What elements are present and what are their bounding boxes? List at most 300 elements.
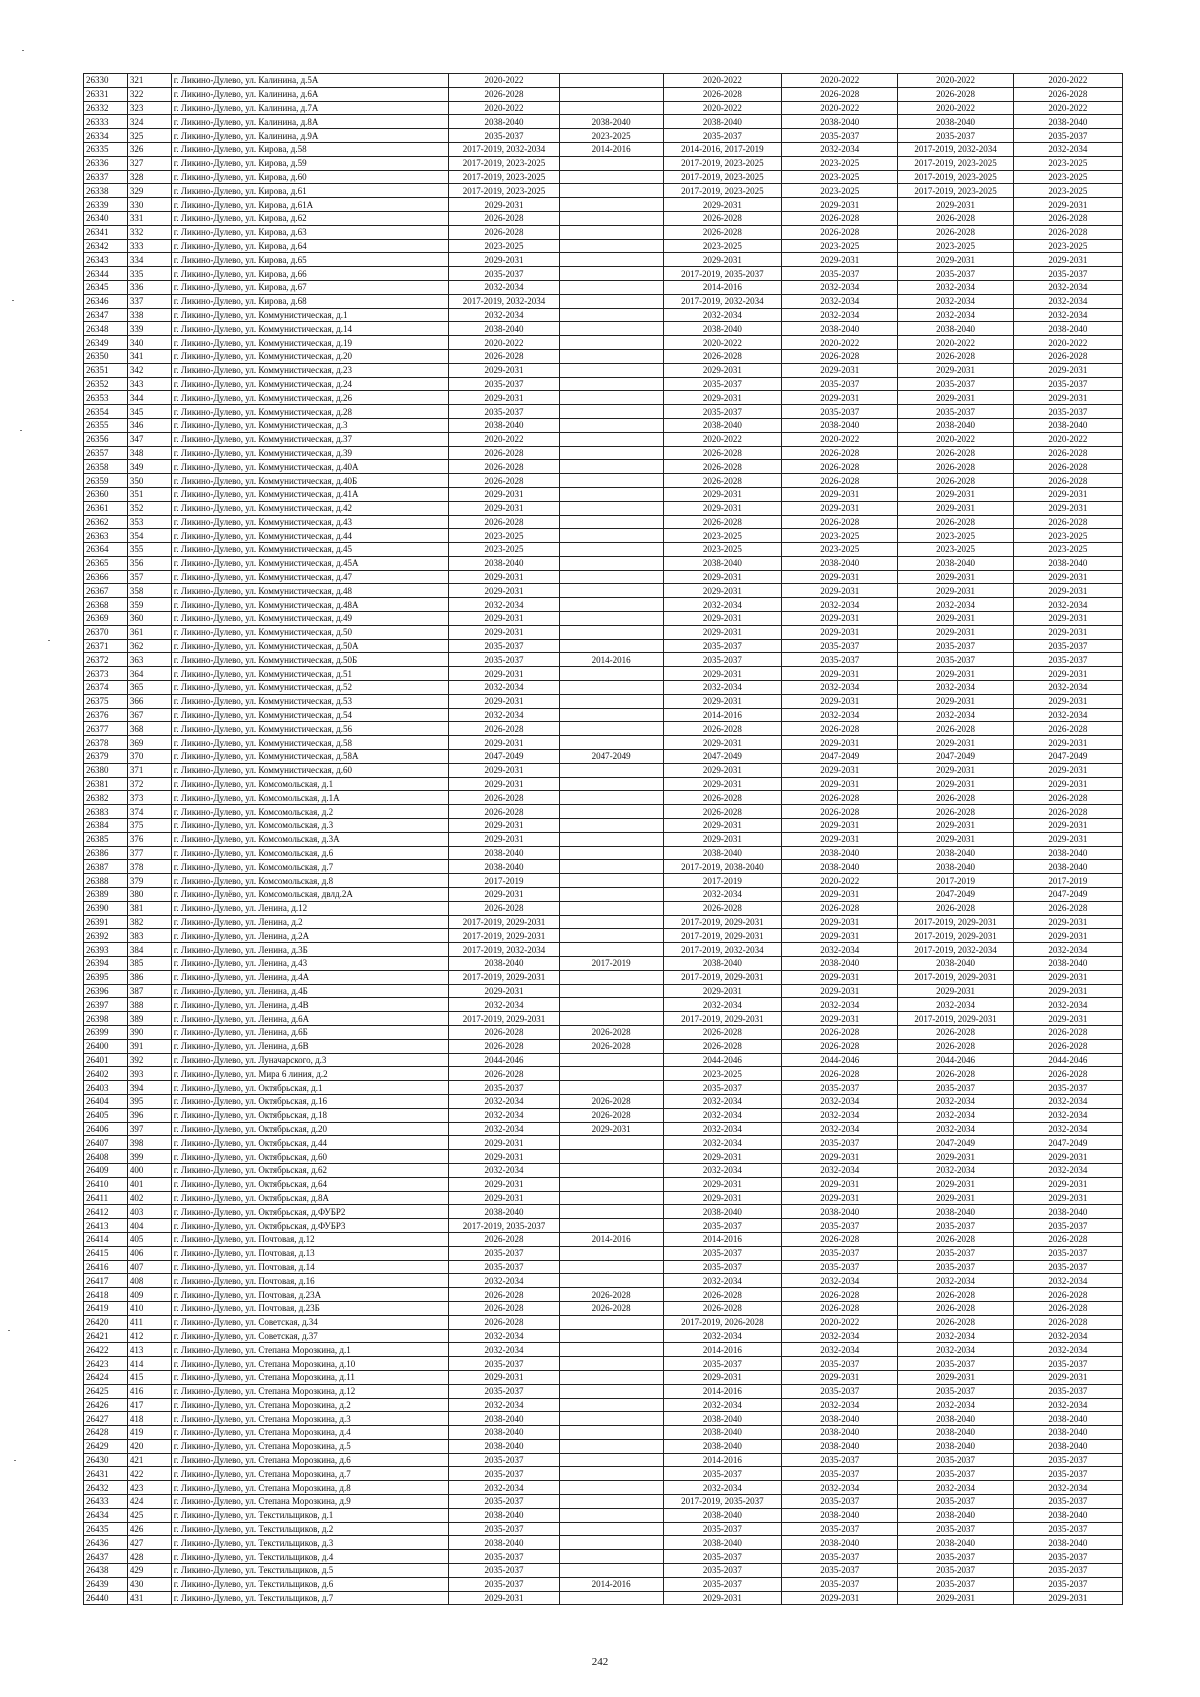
period-cell: 2029-2031 (1013, 915, 1122, 929)
period-cell: 2035-2037 (663, 1467, 781, 1481)
registry-number-cell: 26360 (84, 487, 128, 501)
row-number-cell: 369 (127, 736, 171, 750)
registry-number-cell: 26363 (84, 529, 128, 543)
period-cell: 2038-2040 (1013, 1508, 1122, 1522)
period-cell: 2014-2016 (559, 1232, 663, 1246)
period-cell (559, 1481, 663, 1495)
registry-number-cell: 26367 (84, 584, 128, 598)
period-cell: 2029-2031 (449, 1191, 559, 1205)
registry-number-cell: 26380 (84, 763, 128, 777)
period-cell: 2038-2040 (449, 1426, 559, 1440)
registry-number-cell: 26396 (84, 984, 128, 998)
period-cell: 2038-2040 (449, 1412, 559, 1426)
period-cell: 2029-2031 (1013, 363, 1122, 377)
period-cell: 2029-2031 (782, 1177, 898, 1191)
period-cell: 2029-2031 (663, 625, 781, 639)
period-cell: 2029-2031 (663, 391, 781, 405)
registry-number-cell: 26375 (84, 694, 128, 708)
period-cell: 2035-2037 (898, 1219, 1013, 1233)
period-cell: 2023-2025 (1013, 543, 1122, 557)
table-row (84, 874, 1123, 888)
address-cell: г. Ликино-Дулево, ул. Октябрьская, д.64 (171, 1177, 449, 1191)
period-cell: 2047-2049 (559, 750, 663, 764)
period-cell: 2032-2034 (663, 1274, 781, 1288)
table-row (84, 1384, 1123, 1398)
period-cell: 2020-2022 (898, 101, 1013, 115)
address-cell: г. Ликино-Дулево, ул. Текстильщиков, д.6 (171, 1577, 449, 1591)
address-cell: г. Ликино-Дулево, ул. Коммунистическая, д.50 (171, 625, 449, 639)
period-cell: 2026-2028 (663, 349, 781, 363)
table-row (84, 1177, 1123, 1191)
table-row (84, 1081, 1123, 1095)
period-cell: 2032-2034 (898, 280, 1013, 294)
period-cell: 2026-2028 (1013, 446, 1122, 460)
period-cell: 2026-2028 (449, 1315, 559, 1329)
registry-number-cell: 26366 (84, 570, 128, 584)
registry-number-cell: 26414 (84, 1232, 128, 1246)
period-cell: 2023-2025 (449, 543, 559, 557)
period-cell: 2020-2022 (1013, 101, 1122, 115)
table-row (84, 1467, 1123, 1481)
period-cell (559, 460, 663, 474)
period-cell: 2032-2034 (1013, 294, 1122, 308)
registry-number-cell: 26370 (84, 625, 128, 639)
period-cell: 2029-2031 (449, 1150, 559, 1164)
period-cell: 2026-2028 (449, 87, 559, 101)
registry-number-cell: 26390 (84, 901, 128, 915)
address-cell: г. Ликино-Дулево, ул. Октябрьская, д.1 (171, 1081, 449, 1095)
address-cell: г. Ликино-Дулево, ул. Кирова, д.62 (171, 211, 449, 225)
period-cell: 2035-2037 (898, 1260, 1013, 1274)
address-cell: г. Ликино-Дулево, ул. Октябрьская, д.16 (171, 1094, 449, 1108)
period-cell: 2029-2031 (449, 667, 559, 681)
table-row (84, 1150, 1123, 1164)
row-number-cell: 410 (127, 1301, 171, 1315)
registry-number-cell: 26400 (84, 1039, 128, 1053)
period-cell: 2026-2028 (898, 515, 1013, 529)
period-cell: 2020-2022 (782, 101, 898, 115)
table-row (84, 363, 1123, 377)
period-cell: 2020-2022 (1013, 74, 1122, 88)
period-cell: 2032-2034 (898, 1343, 1013, 1357)
period-cell: 2029-2031 (449, 584, 559, 598)
registry-number-cell: 26350 (84, 349, 128, 363)
period-cell: 2029-2031 (898, 1150, 1013, 1164)
period-cell: 2032-2034 (663, 888, 781, 902)
period-cell: 2020-2022 (782, 874, 898, 888)
period-cell: 2035-2037 (1013, 129, 1122, 143)
period-cell: 2026-2028 (449, 349, 559, 363)
address-cell: г. Ликино-Дулево, ул. Почтовая, д.23Б (171, 1301, 449, 1315)
period-cell: 2029-2031 (1013, 253, 1122, 267)
address-cell: г. Ликино-Дулево, ул. Коммунистическая, д.60 (171, 763, 449, 777)
table-row (84, 1067, 1123, 1081)
period-cell: 2032-2034 (898, 1329, 1013, 1343)
period-cell: 2023-2025 (782, 170, 898, 184)
period-cell (559, 1467, 663, 1481)
address-cell: г. Ликино-Дулево, ул. Коммунистическая, д.42 (171, 501, 449, 515)
period-cell: 2035-2037 (898, 267, 1013, 281)
table-row (84, 391, 1123, 405)
address-cell: г. Ликино-Дулево, ул. Октябрьская, д.62 (171, 1163, 449, 1177)
table-row (84, 487, 1123, 501)
table-row (84, 888, 1123, 902)
period-cell: 2029-2031 (449, 763, 559, 777)
period-cell: 2029-2031 (1013, 570, 1122, 584)
row-number-cell: 365 (127, 681, 171, 695)
period-cell: 2029-2031 (782, 391, 898, 405)
row-number-cell: 341 (127, 349, 171, 363)
registry-number-cell: 26371 (84, 639, 128, 653)
period-cell: 2035-2037 (663, 129, 781, 143)
period-cell: 2023-2025 (898, 239, 1013, 253)
period-cell: 2017-2019, 2029-2031 (663, 929, 781, 943)
period-cell: 2032-2034 (449, 280, 559, 294)
registry-number-cell: 26346 (84, 294, 128, 308)
period-cell: 2035-2037 (449, 1384, 559, 1398)
period-cell: 2026-2028 (449, 722, 559, 736)
registry-number-cell: 26338 (84, 184, 128, 198)
row-number-cell: 350 (127, 474, 171, 488)
period-cell: 2029-2031 (449, 253, 559, 267)
period-cell: 2029-2031 (782, 487, 898, 501)
row-number-cell: 349 (127, 460, 171, 474)
registry-number-cell: 26394 (84, 957, 128, 971)
registry-number-cell: 26341 (84, 225, 128, 239)
period-cell (559, 294, 663, 308)
row-number-cell: 374 (127, 805, 171, 819)
period-cell (559, 819, 663, 833)
address-cell: г. Ликино-Дулево, ул. Коммунистическая, д.53 (171, 694, 449, 708)
period-cell: 2026-2028 (782, 1301, 898, 1315)
registry-number-cell: 26355 (84, 418, 128, 432)
period-cell: 2032-2034 (782, 1343, 898, 1357)
period-cell: 2026-2028 (663, 515, 781, 529)
period-cell: 2020-2022 (449, 74, 559, 88)
table-row (84, 198, 1123, 212)
period-cell: 2035-2037 (782, 1550, 898, 1564)
address-cell: г. Ликино-Дулево, ул. Ленина, д.6В (171, 1039, 449, 1053)
period-cell (559, 1522, 663, 1536)
table-row (84, 446, 1123, 460)
registry-number-cell: 26405 (84, 1108, 128, 1122)
period-cell: 2038-2040 (1013, 1426, 1122, 1440)
period-cell: 2029-2031 (782, 915, 898, 929)
period-cell: 2017-2019, 2029-2031 (898, 1012, 1013, 1026)
period-cell: 2032-2034 (782, 1398, 898, 1412)
row-number-cell: 378 (127, 860, 171, 874)
period-cell: 2026-2028 (1013, 1288, 1122, 1302)
table-row (84, 1343, 1123, 1357)
period-cell: 2029-2031 (782, 253, 898, 267)
period-cell: 2014-2016 (663, 1453, 781, 1467)
table-row (84, 1191, 1123, 1205)
period-cell (559, 184, 663, 198)
period-cell: 2026-2028 (663, 225, 781, 239)
address-cell: г. Ликино-Дулево, ул. Комсомольская, д.1А (171, 791, 449, 805)
table-row (84, 211, 1123, 225)
period-cell: 2035-2037 (1013, 1384, 1122, 1398)
page-number: 242 (591, 1656, 609, 1668)
period-cell: 2038-2040 (898, 115, 1013, 129)
period-cell: 2026-2028 (663, 446, 781, 460)
period-cell: 2035-2037 (449, 1564, 559, 1578)
period-cell: 2038-2040 (663, 556, 781, 570)
period-cell (559, 446, 663, 460)
period-cell: 2023-2025 (1013, 170, 1122, 184)
schedule-table-body (84, 74, 1123, 1605)
period-cell: 2026-2028 (782, 87, 898, 101)
table-row (84, 184, 1123, 198)
period-cell: 2047-2049 (898, 888, 1013, 902)
period-cell: 2032-2034 (1013, 1343, 1122, 1357)
period-cell (559, 763, 663, 777)
address-cell: г. Ликино-Дулево, ул. Кирова, д.63 (171, 225, 449, 239)
period-cell: 2020-2022 (782, 432, 898, 446)
address-cell: г. Ликино-Дулево, ул. Коммунистическая, д.47 (171, 570, 449, 584)
period-cell (559, 1357, 663, 1371)
address-cell: г. Ликино-Дулево, ул. Степана Морозкина, д.9 (171, 1495, 449, 1509)
row-number-cell: 346 (127, 418, 171, 432)
address-cell: г. Ликино-Дулево, ул. Почтовая, д.23А (171, 1288, 449, 1302)
period-cell (559, 1384, 663, 1398)
period-cell: 2035-2037 (663, 1357, 781, 1371)
period-cell: 2038-2040 (782, 846, 898, 860)
row-number-cell: 364 (127, 667, 171, 681)
period-cell: 2029-2031 (663, 1191, 781, 1205)
period-cell: 2023-2025 (782, 156, 898, 170)
period-cell: 2032-2034 (898, 1094, 1013, 1108)
period-cell: 2017-2019, 2032-2034 (663, 943, 781, 957)
registry-number-cell: 26415 (84, 1246, 128, 1260)
period-cell: 2038-2040 (449, 1536, 559, 1550)
period-cell: 2026-2028 (782, 225, 898, 239)
period-cell: 2032-2034 (898, 294, 1013, 308)
period-cell: 2035-2037 (782, 1219, 898, 1233)
period-cell: 2026-2028 (559, 1288, 663, 1302)
period-cell: 2038-2040 (898, 556, 1013, 570)
row-number-cell: 381 (127, 901, 171, 915)
registry-number-cell: 26337 (84, 170, 128, 184)
period-cell: 2032-2034 (449, 1343, 559, 1357)
period-cell: 2029-2031 (898, 736, 1013, 750)
address-cell: г. Ликино-Дулево, ул. Коммунистическая, д.23 (171, 363, 449, 377)
period-cell: 2038-2040 (559, 115, 663, 129)
period-cell: 2032-2034 (898, 1481, 1013, 1495)
row-number-cell: 354 (127, 529, 171, 543)
row-number-cell: 353 (127, 515, 171, 529)
address-cell: г. Ликино-Дулево, ул. Калинина, д.5А (171, 74, 449, 88)
period-cell: 2035-2037 (782, 1564, 898, 1578)
period-cell: 2026-2028 (782, 1039, 898, 1053)
period-cell: 2026-2028 (898, 1232, 1013, 1246)
address-cell: г. Ликино-Дулево, ул. Почтовая, д.14 (171, 1260, 449, 1274)
period-cell: 2029-2031 (663, 487, 781, 501)
period-cell: 2032-2034 (1013, 681, 1122, 695)
registry-number-cell: 26417 (84, 1274, 128, 1288)
period-cell: 2038-2040 (898, 860, 1013, 874)
period-cell: 2035-2037 (898, 653, 1013, 667)
row-number-cell: 391 (127, 1039, 171, 1053)
period-cell: 2029-2031 (449, 777, 559, 791)
table-row (84, 832, 1123, 846)
period-cell: 2029-2031 (782, 777, 898, 791)
period-cell (559, 1163, 663, 1177)
period-cell (559, 1453, 663, 1467)
period-cell: 2026-2028 (449, 901, 559, 915)
address-cell: г. Ликино-Дулево, ул. Почтовая, д.12 (171, 1232, 449, 1246)
period-cell: 2026-2028 (449, 1039, 559, 1053)
period-cell: 2026-2028 (1013, 87, 1122, 101)
period-cell: 2029-2031 (1013, 198, 1122, 212)
period-cell: 2026-2028 (1013, 225, 1122, 239)
row-number-cell: 325 (127, 129, 171, 143)
address-cell: г. Ликино-Дулево, ул. Калинина, д.6А (171, 87, 449, 101)
period-cell: 2038-2040 (1013, 115, 1122, 129)
period-cell: 2035-2037 (1013, 377, 1122, 391)
period-cell (559, 198, 663, 212)
table-row (84, 1564, 1123, 1578)
period-cell: 2029-2031 (1013, 1150, 1122, 1164)
address-cell: г. Ликино-Дулево, ул. Мира 6 линия, д.2 (171, 1067, 449, 1081)
address-cell: г. Ликино-Дулево, ул. Комсомольская, д.8 (171, 874, 449, 888)
address-cell: г. Ликино-Дулево, ул. Степана Морозкина, д.4 (171, 1426, 449, 1440)
registry-number-cell: 26427 (84, 1412, 128, 1426)
table-row (84, 653, 1123, 667)
period-cell: 2035-2037 (1013, 1260, 1122, 1274)
period-cell: 2029-2031 (559, 1122, 663, 1136)
address-cell: г. Ликино-Дулево, ул. Коммунистическая, д.19 (171, 336, 449, 350)
period-cell: 2032-2034 (449, 708, 559, 722)
period-cell: 2029-2031 (782, 625, 898, 639)
registry-number-cell: 26372 (84, 653, 128, 667)
period-cell: 2029-2031 (449, 501, 559, 515)
period-cell: 2026-2028 (1013, 901, 1122, 915)
table-row (84, 142, 1123, 156)
address-cell: г. Ликино-Дулево, ул. Комсомольская, д.7 (171, 860, 449, 874)
period-cell: 2032-2034 (663, 1094, 781, 1108)
table-row (84, 943, 1123, 957)
table-row (84, 612, 1123, 626)
period-cell (559, 1439, 663, 1453)
registry-number-cell: 26413 (84, 1219, 128, 1233)
period-cell: 2035-2037 (782, 1384, 898, 1398)
table-row (84, 556, 1123, 570)
table-row (84, 115, 1123, 129)
period-cell (559, 612, 663, 626)
row-number-cell: 419 (127, 1426, 171, 1440)
table-row (84, 598, 1123, 612)
period-cell: 2029-2031 (782, 501, 898, 515)
period-cell: 2026-2028 (449, 211, 559, 225)
registry-number-cell: 26332 (84, 101, 128, 115)
row-number-cell: 332 (127, 225, 171, 239)
row-number-cell: 375 (127, 819, 171, 833)
period-cell: 2035-2037 (898, 129, 1013, 143)
scan-speck (12, 300, 14, 301)
period-cell: 2029-2031 (898, 1191, 1013, 1205)
registry-number-cell: 26356 (84, 432, 128, 446)
period-cell: 2029-2031 (898, 763, 1013, 777)
table-row (84, 1439, 1123, 1453)
period-cell: 2023-2025 (1013, 239, 1122, 253)
address-cell: г. Ликино-Дулево, ул. Степана Морозкина, д.1 (171, 1343, 449, 1357)
period-cell: 2029-2031 (782, 584, 898, 598)
period-cell: 2035-2037 (1013, 1467, 1122, 1481)
row-number-cell: 415 (127, 1370, 171, 1384)
period-cell: 2038-2040 (663, 418, 781, 432)
registry-number-cell: 26349 (84, 336, 128, 350)
period-cell: 2029-2031 (782, 970, 898, 984)
address-cell: г. Ликино-Дулево, ул. Коммунистическая, д.3 (171, 418, 449, 432)
period-cell: 2032-2034 (1013, 1398, 1122, 1412)
period-cell: 2032-2034 (663, 681, 781, 695)
table-row (84, 915, 1123, 929)
period-cell: 2026-2028 (782, 1288, 898, 1302)
period-cell: 2038-2040 (663, 1508, 781, 1522)
period-cell: 2038-2040 (449, 418, 559, 432)
period-cell: 2029-2031 (782, 763, 898, 777)
registry-number-cell: 26334 (84, 129, 128, 143)
address-cell: г. Ликино-Дулево, ул. Ленина, д.4Б (171, 984, 449, 998)
period-cell: 2035-2037 (1013, 405, 1122, 419)
period-cell: 2032-2034 (449, 998, 559, 1012)
registry-number-cell: 26431 (84, 1467, 128, 1481)
row-number-cell: 409 (127, 1288, 171, 1302)
table-row (84, 763, 1123, 777)
table-row (84, 722, 1123, 736)
period-cell: 2029-2031 (782, 1191, 898, 1205)
period-cell: 2029-2031 (449, 888, 559, 902)
period-cell: 2023-2025 (1013, 156, 1122, 170)
period-cell: 2026-2028 (782, 460, 898, 474)
row-number-cell: 321 (127, 74, 171, 88)
address-cell: г. Ликино-Дулево, ул. Ленина, д.4В (171, 998, 449, 1012)
period-cell: 2029-2031 (663, 1591, 781, 1605)
period-cell: 2029-2031 (1013, 1191, 1122, 1205)
row-number-cell: 405 (127, 1232, 171, 1246)
address-cell: г. Ликино-Дулево, ул. Ленина, д.2А (171, 929, 449, 943)
period-cell (559, 336, 663, 350)
period-cell: 2038-2040 (782, 1412, 898, 1426)
period-cell: 2035-2037 (898, 1564, 1013, 1578)
period-cell: 2029-2031 (898, 584, 1013, 598)
period-cell: 2029-2031 (449, 694, 559, 708)
period-cell: 2032-2034 (898, 1108, 1013, 1122)
period-cell (559, 943, 663, 957)
row-number-cell: 386 (127, 970, 171, 984)
period-cell: 2038-2040 (898, 1205, 1013, 1219)
period-cell: 2020-2022 (782, 74, 898, 88)
period-cell: 2026-2028 (663, 1039, 781, 1053)
period-cell (559, 225, 663, 239)
schedule-table (83, 73, 1123, 1605)
address-cell: г. Ликино-Дулево, ул. Коммунистическая, д.14 (171, 322, 449, 336)
period-cell: 2026-2028 (1013, 1315, 1122, 1329)
registry-number-cell: 26373 (84, 667, 128, 681)
period-cell: 2047-2049 (1013, 750, 1122, 764)
period-cell: 2032-2034 (663, 1136, 781, 1150)
table-row (84, 474, 1123, 488)
period-cell: 2035-2037 (1013, 639, 1122, 653)
registry-number-cell: 26344 (84, 267, 128, 281)
table-row (84, 1522, 1123, 1536)
period-cell (559, 846, 663, 860)
row-number-cell: 384 (127, 943, 171, 957)
period-cell: 2032-2034 (663, 1163, 781, 1177)
period-cell: 2029-2031 (449, 1177, 559, 1191)
period-cell: 2035-2037 (898, 1495, 1013, 1509)
